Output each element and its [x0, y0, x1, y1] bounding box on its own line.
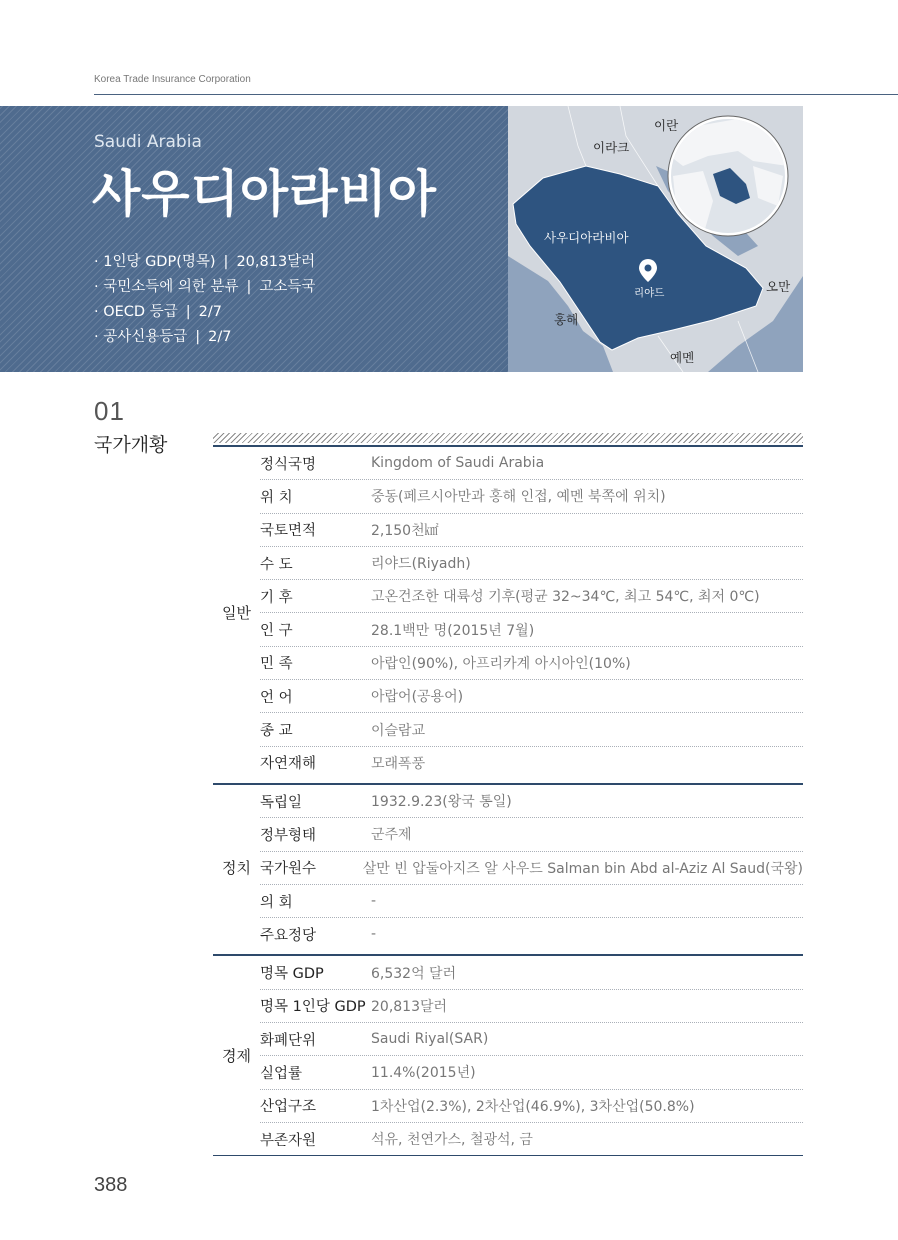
label-iraq: 이라크: [593, 140, 630, 155]
table-row: [260, 918, 803, 950]
table-row: [260, 885, 803, 918]
row-key: 종 교: [260, 723, 293, 740]
row-key: 위 치: [260, 489, 293, 506]
table-row: [260, 990, 803, 1023]
table-row: [260, 480, 803, 513]
section-number: 01: [94, 396, 125, 426]
group-label: 경제: [222, 1047, 251, 1066]
label-yemen: 예멘: [670, 350, 695, 365]
table-row: [260, 956, 803, 989]
table-row: [260, 852, 803, 885]
table-row: [260, 713, 803, 746]
row-key: 언 어: [260, 689, 293, 706]
row-key: 민 족: [260, 656, 293, 673]
row-key: 독립일: [260, 794, 303, 811]
table-row: [260, 1023, 803, 1056]
label-iran: 이란: [654, 118, 679, 133]
row-key: 산업구조: [260, 1099, 317, 1116]
row-value: 1차산업(2.3%), 2차산업(46.9%), 3차산업(50.8%): [371, 1098, 695, 1115]
label-riyadh: 리야드: [634, 287, 665, 299]
fact-oecd-grade: · OECD 등급 | 2/7: [94, 304, 222, 320]
row-value: 이슬람교: [371, 722, 426, 739]
row-key: 의 회: [260, 894, 293, 911]
row-key: 인 구: [260, 623, 293, 640]
row-value: 아랍어(공용어): [371, 689, 464, 706]
row-value: 모래폭풍: [371, 755, 426, 772]
country-name-ko: 사우디아라비아: [92, 165, 438, 223]
row-key: 화폐단위: [260, 1032, 317, 1049]
row-value: 군주제: [371, 827, 412, 844]
row-key: 명목 GDP: [260, 966, 324, 983]
row-value: 1932.9.23(왕국 통일): [371, 794, 512, 811]
table-row: [260, 514, 803, 547]
table-row: [260, 447, 803, 480]
table-hatch-divider: [213, 433, 803, 443]
row-value: -: [371, 893, 377, 909]
row-value: 20,813달러: [371, 998, 448, 1015]
header-org: Korea Trade Insurance Corporation: [94, 74, 251, 85]
page-number: 388: [94, 1174, 128, 1196]
table-row: [260, 785, 803, 818]
row-value: Saudi Riyal(SAR): [371, 1031, 489, 1048]
row-key: 명목 1인당 GDP: [260, 999, 366, 1016]
row-key: 자연재해: [260, 756, 317, 773]
row-value: 28.1백만 명(2015년 7월): [371, 622, 535, 639]
label-red-sea: 홍해: [554, 312, 579, 327]
table-row: [260, 547, 803, 580]
row-value: 석유, 천연가스, 철광석, 금: [371, 1132, 533, 1149]
table-row: [260, 613, 803, 646]
row-key: 수 도: [260, 556, 293, 573]
row-value: 리야드(Riyadh): [371, 556, 471, 573]
fact-credit-grade: · 공사신용등급 | 2/7: [94, 329, 232, 345]
row-key: 국가원수: [260, 861, 317, 878]
row-value: 2,150천㎢: [371, 522, 439, 539]
table-row: [260, 1056, 803, 1089]
row-value: 중동(페르시아만과 홍해 인접, 예멘 북쪽에 위치): [371, 489, 666, 506]
group-general: [213, 445, 803, 779]
group-economy: [213, 954, 803, 1156]
country-name-en: Saudi Arabia: [94, 132, 202, 152]
row-value: 아랍인(90%), 아프리카계 아시아인(10%): [371, 655, 631, 672]
row-value: 고온건조한 대륙성 기후(평균 32~34℃, 최고 54℃, 최저 0℃): [371, 589, 760, 606]
key-facts: [94, 250, 315, 350]
row-value: Kingdom of Saudi Arabia: [371, 455, 545, 472]
label-oman: 오만: [766, 279, 791, 294]
table-row: [260, 647, 803, 680]
fact-gdp: · 1인당 GDP(명목) | 20,813달러: [94, 254, 316, 270]
row-key: 기 후: [260, 589, 293, 606]
country-map: [508, 106, 803, 372]
row-key: 정부형태: [260, 827, 317, 844]
row-key: 부존자원: [260, 1132, 317, 1149]
row-key: 정식국명: [260, 456, 317, 473]
section-title: 국가개황: [94, 434, 168, 456]
row-key: 주요정당: [260, 927, 317, 944]
label-saudi: 사우디아라비아: [544, 230, 629, 245]
fact-income-class: · 국민소득에 의한 분류 | 고소득국: [94, 279, 316, 295]
group-politics: [213, 783, 803, 950]
row-key: 실업률: [260, 1065, 303, 1082]
row-value: 살만 빈 압둘아지즈 알 사우드 Salman bin Abd al-Aziz Al Saud(국왕): [362, 860, 803, 877]
table-row: [260, 1123, 803, 1155]
table-row: [260, 1090, 803, 1123]
table-row: [260, 747, 803, 779]
country-overview-table: [213, 445, 803, 1156]
row-value: -: [371, 926, 377, 943]
table-row: [260, 818, 803, 851]
row-value: 6,532억 달러: [371, 965, 457, 982]
row-value: 11.4%(2015년): [371, 1065, 476, 1082]
group-label: 일반: [222, 604, 251, 623]
table-row: [260, 680, 803, 713]
group-label: 정치: [222, 859, 251, 878]
table-row: [260, 580, 803, 613]
header-rule: [94, 94, 898, 95]
row-key: 국토면적: [260, 523, 317, 540]
